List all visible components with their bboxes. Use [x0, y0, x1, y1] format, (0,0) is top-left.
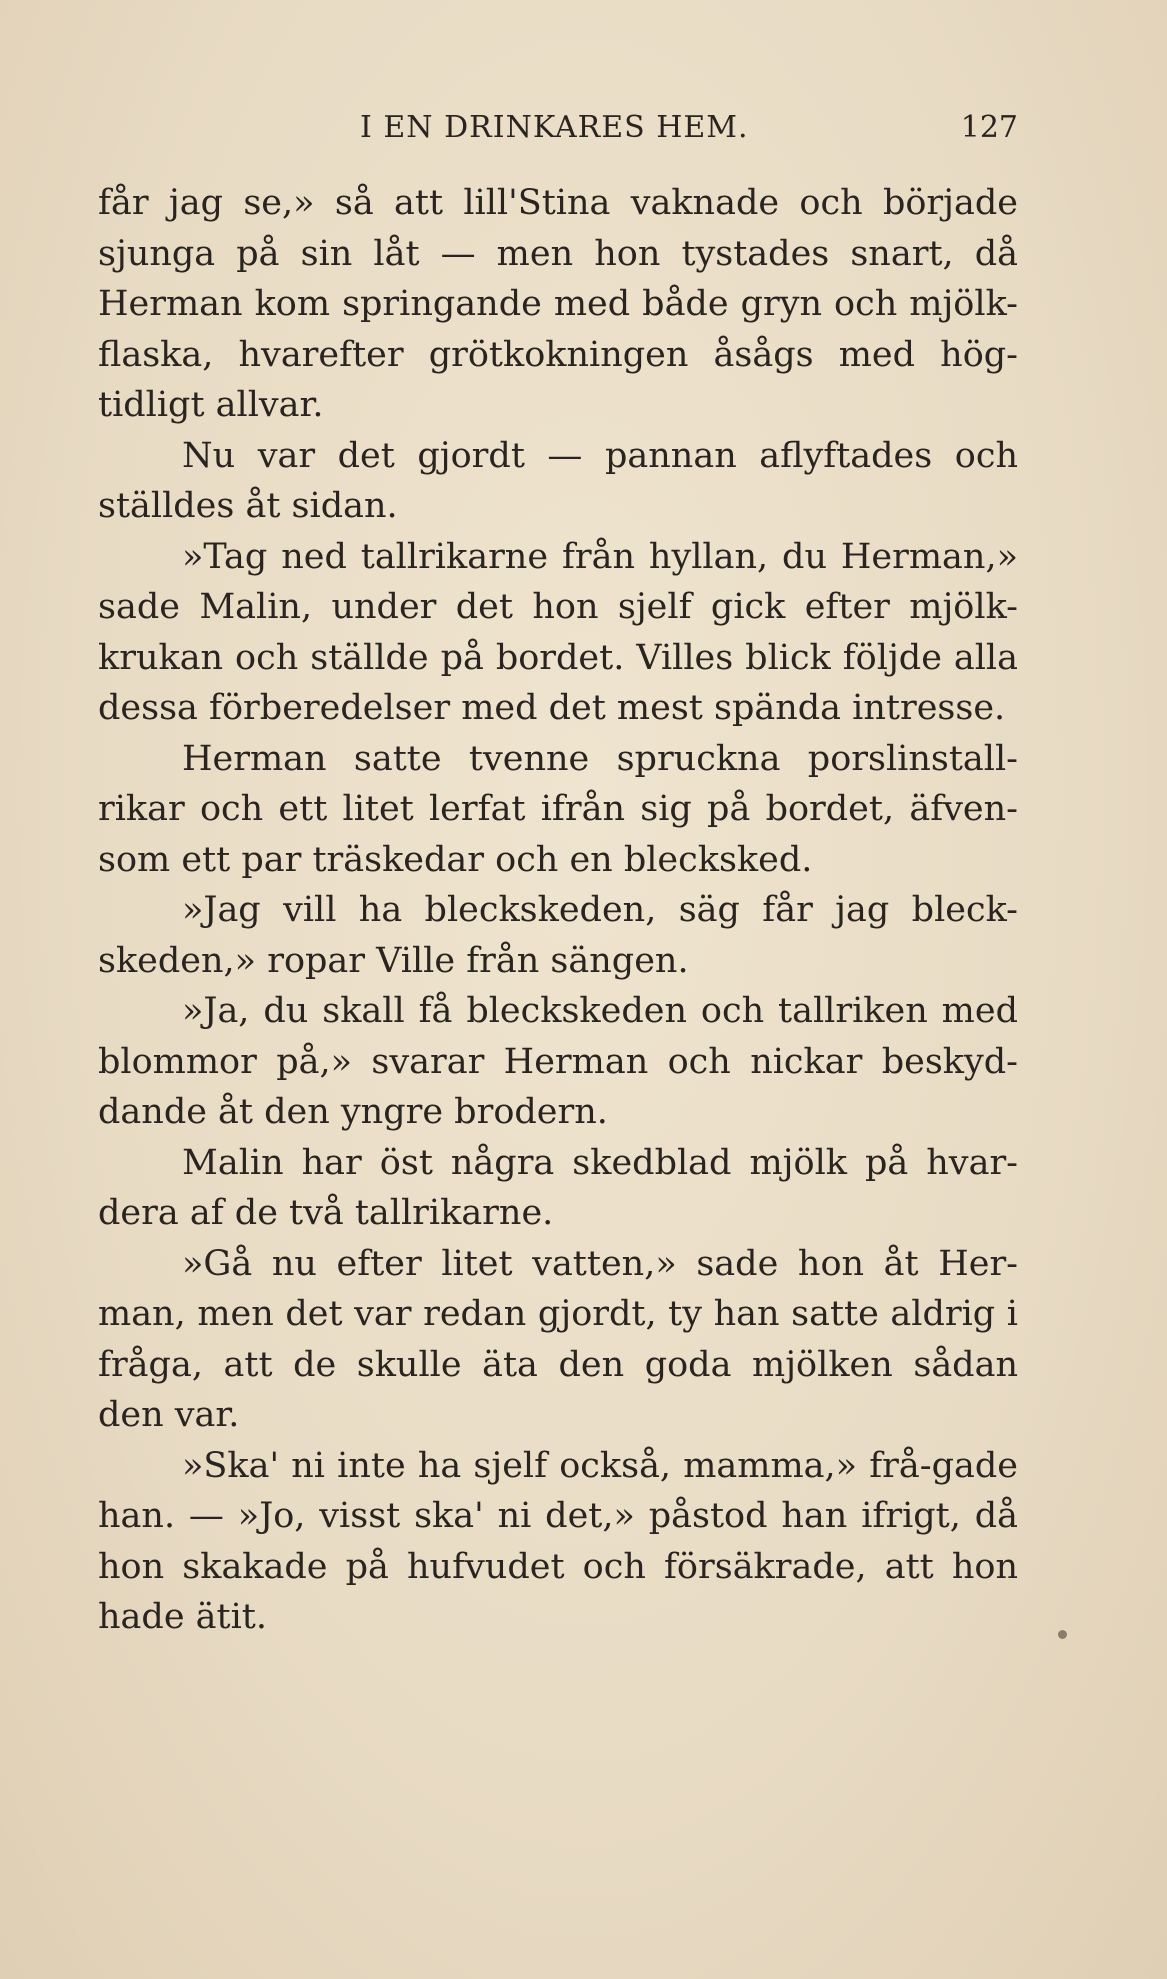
paragraph: Malin har öst några skedblad mjölk på hvar-dera af de två tallrikarne. [98, 1142, 1018, 1233]
running-head: I EN DRINKARES HEM. [360, 110, 749, 145]
paragraph: »Tag ned tallrikarne från hyllan, du Herman,» sade Malin, under det hon sjelf gick efter mjölk-krukan och ställde på bordet. Villes blick följde alla dessa förberedelser med det mest spända intresse. [98, 536, 1018, 728]
paragraph: Herman satte tvenne spruckna porslinstall-rikar och ett litet lerfat ifrån sig på bordet, äfven-som ett par träskedar och en blecksked. [98, 738, 1018, 880]
paragraph: »Gå nu efter litet vatten,» sade hon åt Her-man, men det var redan gjordt, ty han satte aldrig i fråga, att de skulle äta den goda mjölken sådan den var. [98, 1243, 1018, 1435]
paragraph: »Ska' ni inte ha sjelf också, mamma,» frå-gade han. — »Jo, visst ska' ni det,» påstod han ifrigt, då hon skakade på hufvudet och försäkrade, att hon hade ätit. [98, 1445, 1018, 1637]
paragraph: »Ja, du skall få bleckskeden och tallriken med blommor på,» svarar Herman och nickar beskyd-dande åt den yngre brodern. [98, 991, 1018, 1132]
body-text [98, 178, 1018, 1643]
paragraph: Nu var det gjordt — pannan aflyftades och ställdes åt sidan. [98, 435, 1018, 526]
paragraph: »Jag vill ha bleckskeden, säg får jag bleck-skeden,» ropar Ville från sängen. [98, 890, 1018, 981]
paragraph: får jag se,» så att lill'Stina vaknade och började sjunga på sin låt — men hon tystades snart, då Herman kom springande med både gryn och mjölk-flaska, hvarefter grötkokningen åsågs med hög-tidligt allvar. [98, 183, 1018, 425]
page-number: 127 [960, 110, 1018, 145]
page-header [98, 110, 1018, 150]
ink-speck [1058, 1630, 1067, 1639]
